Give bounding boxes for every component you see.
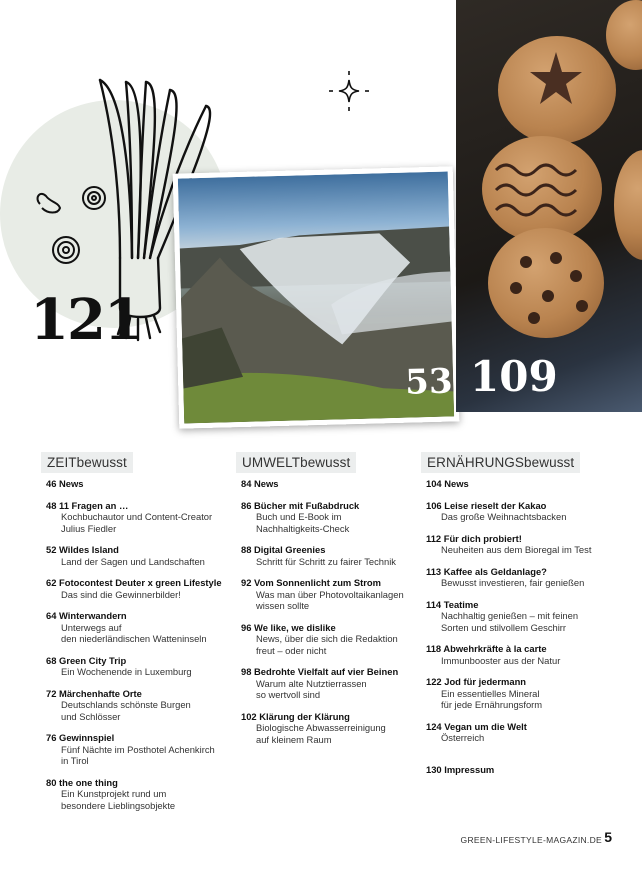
column-umweltbewusst bbox=[236, 452, 416, 745]
section-heading: ZEITbewusst bbox=[41, 452, 133, 473]
toc-entry-description: freut – oder nicht bbox=[256, 644, 327, 656]
toc-entry-description: Deutschlands schönste Burgen bbox=[61, 699, 191, 710]
page-number-121: 121 bbox=[30, 287, 141, 353]
toc-entry-title: 92 Vom Sonnenlicht zum Strom bbox=[241, 577, 381, 588]
toc-entry-description: Biologische Abwasserreinigung bbox=[256, 722, 386, 733]
toc-entry-title: 46 News bbox=[46, 478, 84, 489]
toc-entry-description: News, über die sich die Redaktion bbox=[256, 633, 398, 644]
cookies-photo bbox=[456, 0, 642, 412]
toc-entry[interactable] bbox=[41, 688, 231, 723]
toc-entry-title: 52 Wildes Island bbox=[46, 544, 119, 555]
toc-entry-description: Österreich bbox=[441, 732, 485, 743]
toc-entry-description: Das sind die Gewinnerbilder! bbox=[61, 588, 181, 600]
toc-entry-description: besondere Lieblingsobjekte bbox=[61, 799, 176, 811]
toc-entry[interactable] bbox=[236, 544, 416, 567]
toc-entry[interactable] bbox=[41, 577, 231, 600]
toc-entry[interactable] bbox=[41, 610, 231, 645]
toc-entry-title: 88 Digital Greenies bbox=[241, 544, 326, 555]
toc-entry-title: 62 Fotocontest Deuter x green Lifestyle bbox=[46, 577, 222, 588]
toc-entry-title: 72 Märchenhafte Orte bbox=[46, 687, 142, 699]
toc-entry[interactable] bbox=[236, 666, 416, 701]
toc-entry[interactable] bbox=[421, 599, 621, 634]
toc-entry-description: Warum alte Nutztierrassen bbox=[256, 677, 367, 689]
sparkle-icon bbox=[328, 70, 370, 112]
toc-entry[interactable] bbox=[41, 732, 231, 767]
toc-entry-description: für jede Ernährungsform bbox=[441, 699, 543, 710]
toc-entry-description: Bewusst investieren, fair genießen bbox=[441, 577, 585, 588]
toc-entry[interactable] bbox=[421, 643, 621, 666]
toc-entry[interactable] bbox=[236, 622, 416, 657]
toc-entry[interactable] bbox=[421, 533, 621, 556]
toc-entry-description: Buch und E-Book im bbox=[256, 511, 342, 522]
toc-entry-description: Ein Kunstprojekt rund um bbox=[61, 788, 167, 799]
toc-entry-description: Julius Fiedler bbox=[61, 522, 117, 534]
toc-entry-title: 98 Bedrohte Vielfalt auf vier Beinen bbox=[241, 666, 399, 677]
toc-entry[interactable] bbox=[41, 777, 231, 812]
toc-entry-description: in Tirol bbox=[61, 755, 89, 766]
toc-entry[interactable] bbox=[421, 721, 621, 744]
toc-entry-description: Schritt für Schritt zu fairer Technik bbox=[256, 555, 396, 567]
page-number: 5 bbox=[604, 829, 612, 845]
toc-entry-description: wissen sollte bbox=[256, 600, 310, 611]
toc-entry[interactable] bbox=[41, 544, 231, 567]
toc-entry-description: Kochbuchautor und Content-Creator bbox=[61, 511, 213, 522]
toc-entry-title: 68 Green City Trip bbox=[46, 654, 127, 666]
toc-entry-title: 104 News bbox=[426, 478, 469, 489]
section-heading: UMWELTbewusst bbox=[236, 452, 356, 473]
column-zeitbewusst bbox=[41, 452, 231, 811]
toc-entry-title: 64 Winterwandern bbox=[46, 610, 127, 621]
toc-entry[interactable] bbox=[236, 478, 416, 490]
toc-entry-title: 106 Leise rieselt der Kakao bbox=[426, 499, 547, 511]
toc-entry[interactable] bbox=[41, 655, 231, 678]
waterfall-photo bbox=[173, 166, 460, 428]
toc-entry[interactable] bbox=[421, 676, 621, 711]
toc-entry-description: Ein Wochenende in Luxemburg bbox=[61, 666, 192, 677]
toc-entry-title: 76 Gewinnspiel bbox=[46, 732, 115, 743]
page-number-109: 109 bbox=[470, 352, 558, 401]
toc-entry-description: und Schlösser bbox=[61, 710, 121, 722]
toc-entry[interactable] bbox=[421, 566, 621, 589]
toc-entry-description: Nachhaltigkeits-Check bbox=[256, 522, 350, 534]
toc-entry-title: 80 the one thing bbox=[46, 776, 118, 788]
toc-entry-title: 122 Jod für jedermann bbox=[426, 676, 527, 687]
toc-entry[interactable] bbox=[421, 500, 621, 523]
toc-entry[interactable] bbox=[421, 478, 621, 490]
toc-entry-description: Ein essentielles Mineral bbox=[441, 687, 540, 699]
section-heading: ERNÄHRUNGSbewusst bbox=[421, 452, 580, 473]
toc-entry-title: 113 Kaffee als Geldanlage? bbox=[426, 565, 547, 577]
toc-entry-description: so wertvoll sind bbox=[256, 689, 321, 700]
toc-entry-description: Unterwegs auf bbox=[61, 621, 122, 633]
toc-entry[interactable] bbox=[41, 478, 231, 490]
toc-entry-title: 48 11 Fragen an … bbox=[46, 499, 129, 511]
toc-entry[interactable] bbox=[421, 764, 621, 776]
toc-entry-title: 124 Vegan um die Welt bbox=[426, 720, 527, 732]
toc-entry-title: 102 Klärung der Klärung bbox=[241, 710, 350, 722]
toc-entry-description: Was man über Photovoltaikanlagen bbox=[256, 588, 404, 600]
toc-entry-description: Land der Sagen und Landschaften bbox=[61, 555, 205, 567]
toc-entry-title: 112 Für dich probiert! bbox=[426, 532, 522, 544]
page-number-53: 53 bbox=[404, 361, 454, 403]
toc-entry-title: 130 Impressum bbox=[426, 763, 495, 775]
toc-entry[interactable] bbox=[236, 500, 416, 535]
column-ernaehrungsbewusst bbox=[421, 452, 621, 775]
toc-entry-description: Immunbooster aus der Natur bbox=[441, 654, 561, 666]
footer-url: GREEN-LIFESTYLE-MAGAZIN.DE bbox=[460, 835, 602, 845]
toc-entry-description: Nachhaltig genießen – mit feinen bbox=[441, 610, 579, 621]
toc-entry[interactable] bbox=[236, 577, 416, 612]
toc-entry-description: Das große Weihnachtsbacken bbox=[441, 511, 567, 522]
toc-entry-title: 114 Teatime bbox=[426, 598, 479, 610]
toc-entry-title: 96 We like, we dislike bbox=[241, 621, 336, 633]
toc-entry-title: 86 Bücher mit Fußabdruck bbox=[241, 499, 360, 511]
toc-entry[interactable] bbox=[41, 500, 231, 535]
toc-entry-title: 84 News bbox=[241, 478, 279, 489]
toc-entry-title: 118 Abwehrkräfte à la carte bbox=[426, 643, 547, 654]
toc-entry-description: den niederländischen Watteninseln bbox=[61, 633, 207, 644]
toc-entry-description: auf kleinem Raum bbox=[256, 733, 332, 745]
toc-entry-description: Fünf Nächte im Posthotel Achenkirch bbox=[61, 743, 215, 755]
toc-entry-description: Sorten und stilvollem Geschirr bbox=[441, 621, 567, 633]
toc-entry-description: Neuheiten aus dem Bioregal im Test bbox=[441, 544, 592, 555]
toc-entry[interactable] bbox=[236, 711, 416, 746]
